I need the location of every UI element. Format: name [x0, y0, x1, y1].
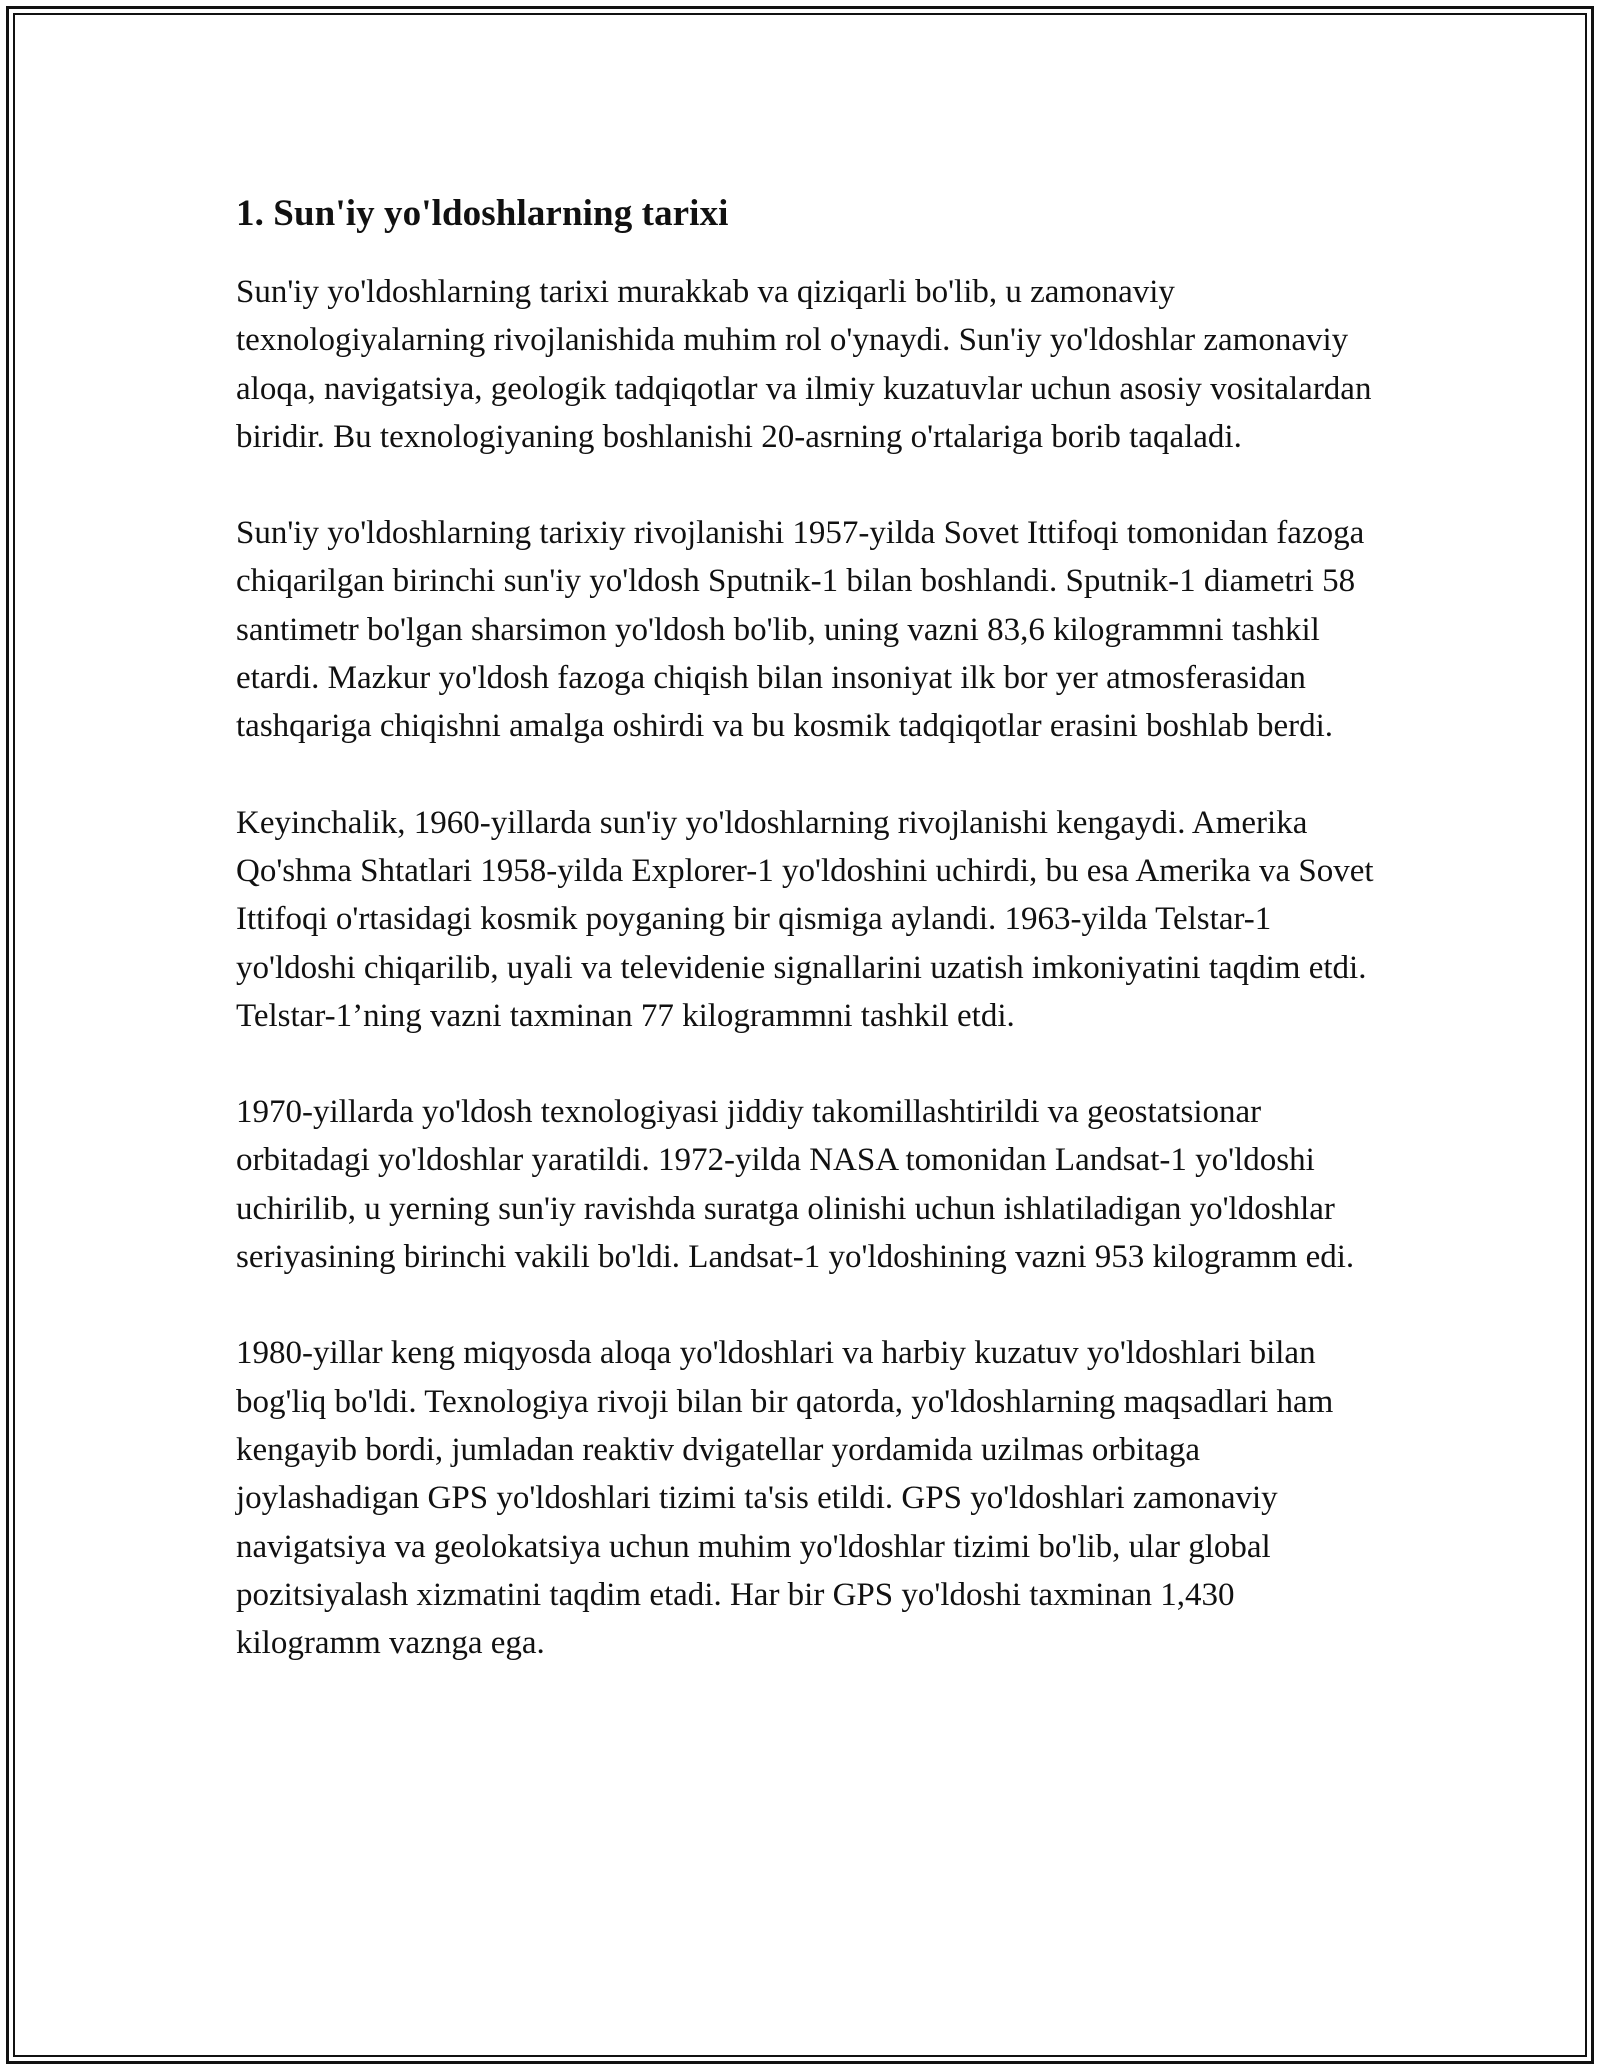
document-body — [236, 186, 1376, 1667]
paragraph-3: Keyinchalik, 1960-yillarda sun'iy yo'ldoshlarning rivojlanishi kengaydi. Amerika Qo'shma Shtatlari 1958-yilda Explorer-1 yo'ldoshini uchirdi, bu esa Amerika va Sovet Ittifoqi o'rtasidagi kosmik poyganing bir qismiga aylandi. 1963-yilda Telstar-1 yo'ldoshi chiqarilib, uyali va televidenie signallarini uzatish imkoniyatini taqdim etdi. Telstar-1’ning vazni taxminan 77 kilogrammni tashkil etdi. — [236, 804, 1374, 1034]
paragraph-5: 1980-yillar keng miqyosda aloqa yo'ldoshlari va harbiy kuzatuv yo'ldoshlari bilan bog'liq bo'ldi. Texnologiya rivoji bilan bir qatorda, yo'ldoshlarning maqsadlari ham kengayib bordi, jumladan reaktiv dvigatellar yordamida uzilmas orbitaga joylashadigan GPS yo'ldoshlari tizimi ta'sis etildi. GPS yo'ldoshlari zamonaviy navigatsiya va geolokatsiya uchun muhim yo'ldoshlar tizimi bo'lib, ular global pozitsiyalash xizmatini taqdim etadi. Har bir GPS yo'ldoshi taxminan 1,430 kilogramm vaznga ega. — [236, 1335, 1334, 1662]
paragraph-4: 1970-yillarda yo'ldosh texnologiyasi jiddiy takomillashtirildi va geostatsionar orbitadagi yo'ldoshlar yaratildi. 1972-yilda NASA tomonidan Landsat-1 yo'ldoshi uchirilib, u yerning sun'iy ravishda suratga olinishi uchun ishlatiladigan yo'ldoshlar seriyasining birinchi vakili bo'ldi. Landsat-1 yo'ldoshining vazni 953 kilogramm edi. — [236, 1094, 1355, 1276]
paragraph-2: Sun'iy yo'ldoshlarning tarixiy rivojlanishi 1957-yilda Sovet Ittifoqi tomonidan fazoga chiqarilgan birinchi sun'iy yo'ldosh Sputnik-1 bilan boshlandi. Sputnik-1 diametri 58 santimetr bo'lgan sharsimon yo'ldosh bo'lib, uning vazni 83,6 kilogrammni tashkil etardi. Mazkur yo'ldosh fazoga chiqish bilan insoniyat ilk bor yer atmosferasidan tashqariga chiqishni amalga oshirdi va bu kosmik tadqiqotlar erasini boshlab berdi. — [236, 515, 1365, 745]
section-title: 1. Sun'iy yo'ldoshlarning tarixi — [236, 193, 729, 234]
paragraph-1: Sun'iy yo'ldoshlarning tarixi murakkab va qiziqarli bo'lib, u zamonaviy texnologiyalarning rivojlanishida muhim rol o'ynaydi. Sun'iy yo'ldoshlar zamonaviy aloqa, navigatsiya, geologik tadqiqotlar va ilmiy kuzatuvlar uchun asosiy vositalardan biridir. Bu texnologiyaning boshlanishi 20-asrning o'rtalariga borib taqaladi. — [236, 274, 1372, 455]
